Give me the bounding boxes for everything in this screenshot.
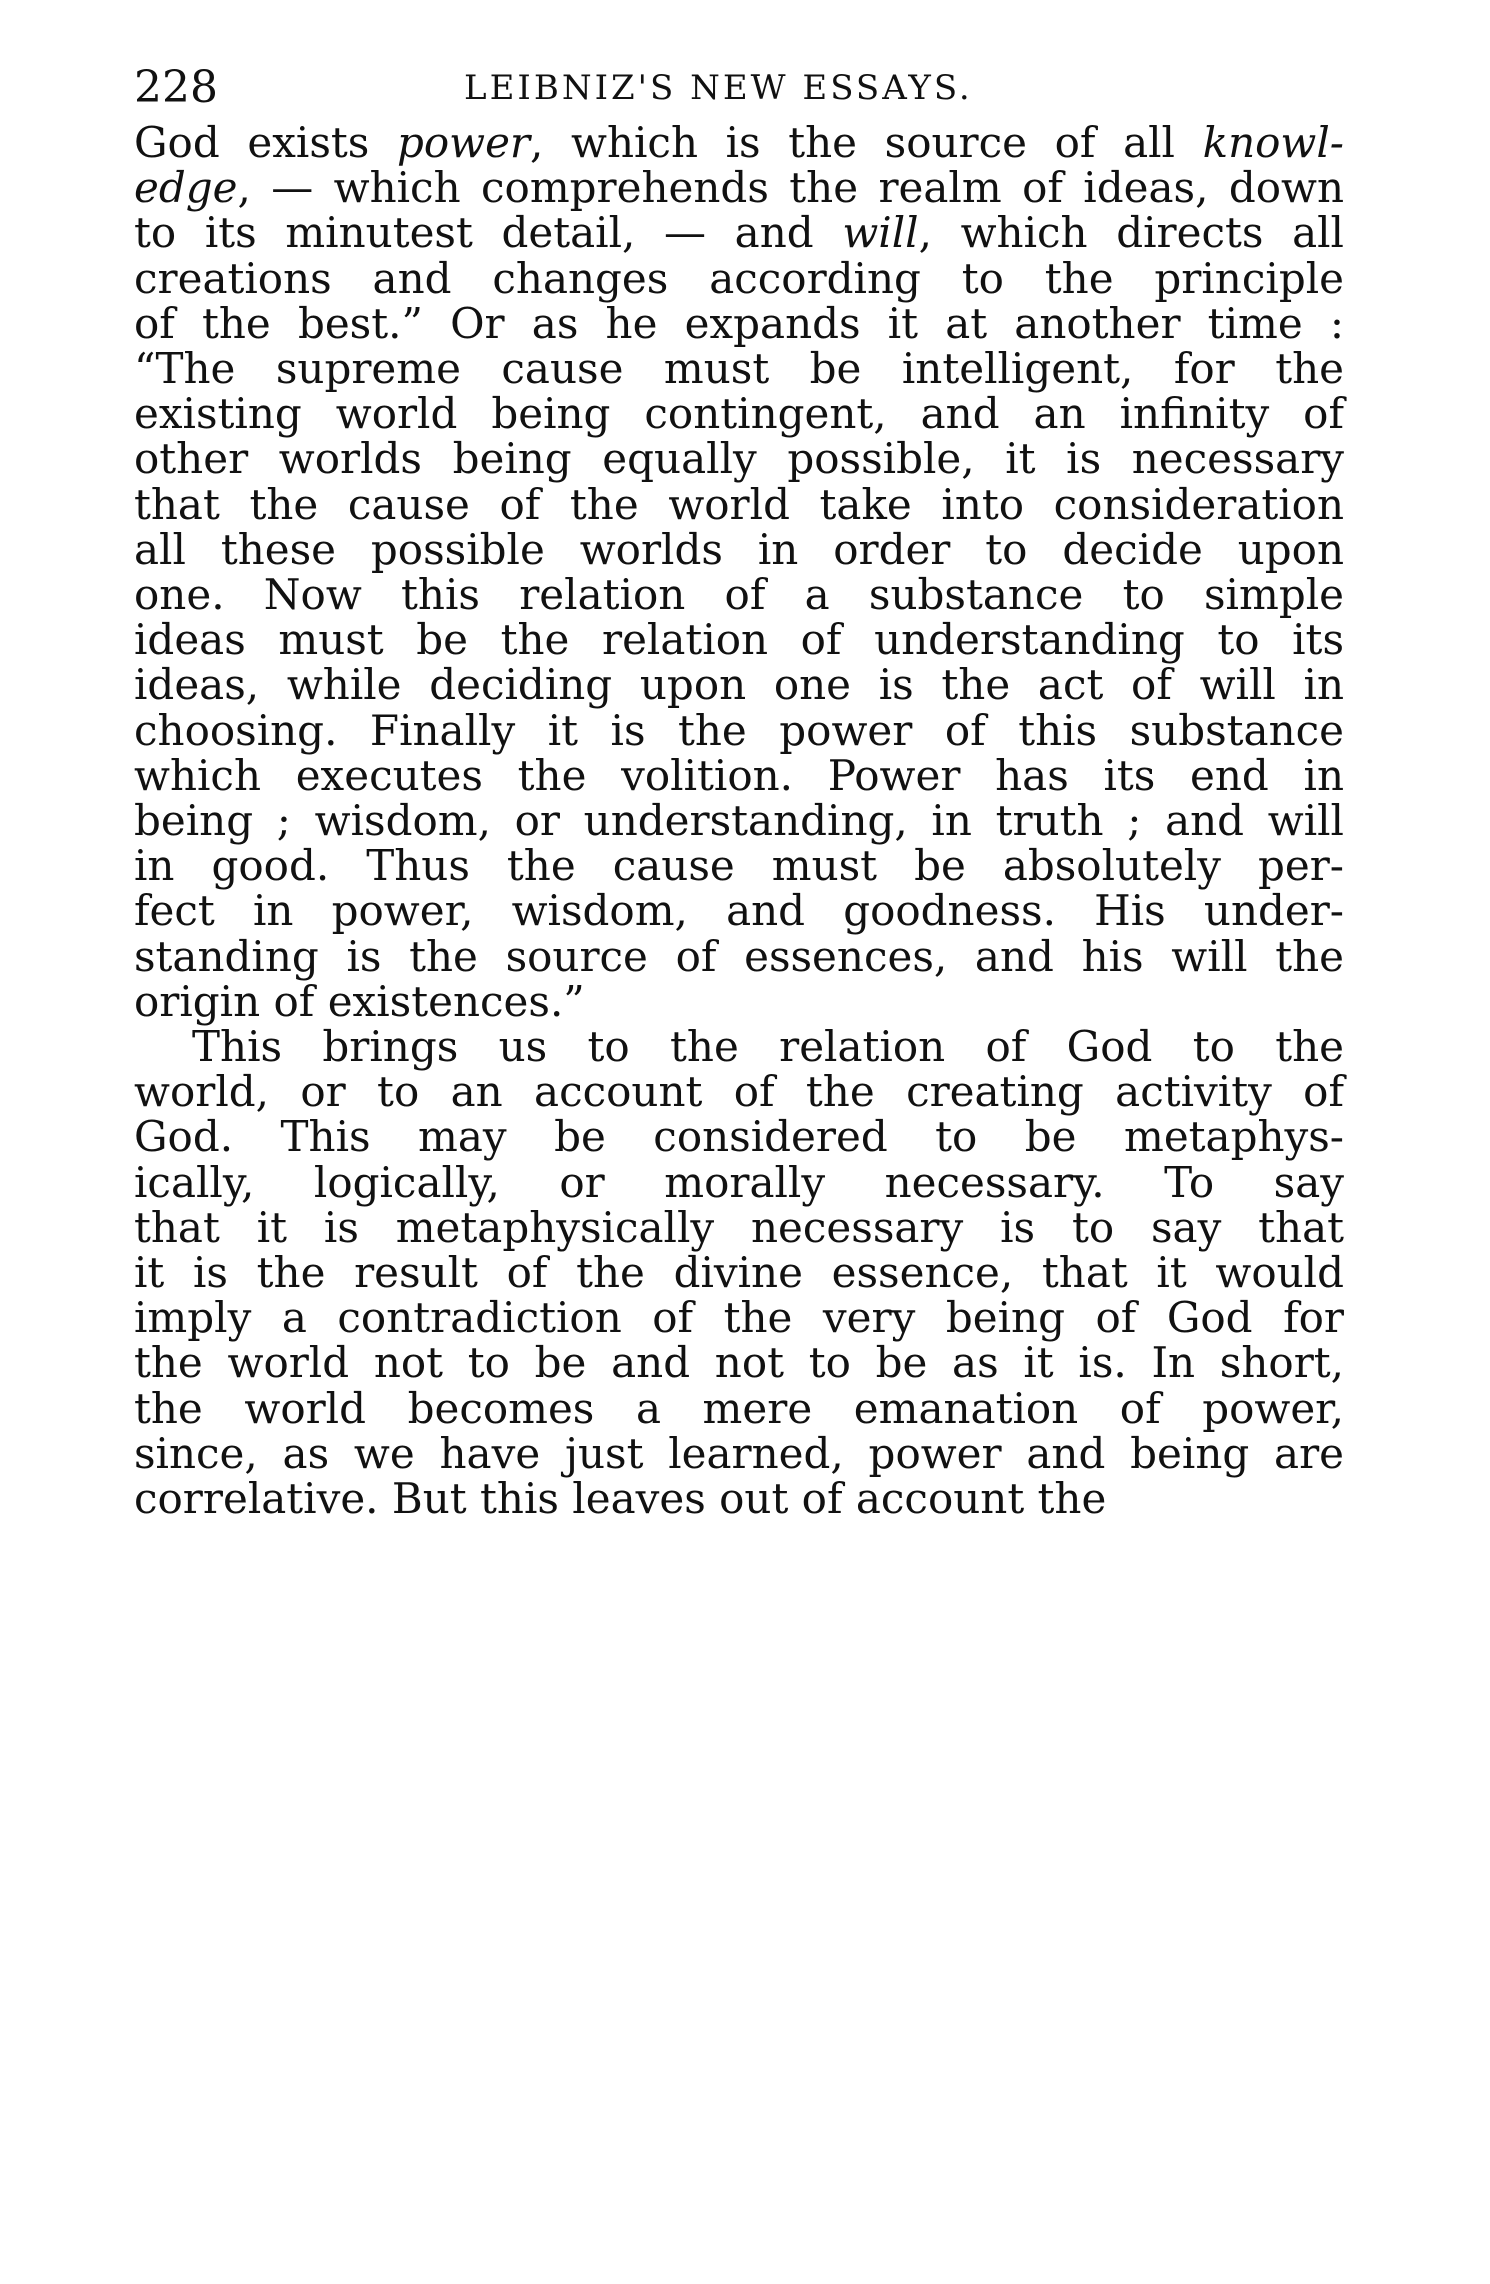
- text-segment: “The supreme cause must be intelligent, for the: [134, 344, 1344, 393]
- text-segment: that it is metaphysically necessary is to say that: [134, 1202, 1344, 1252]
- text-segment: choosing. Finally it is the power of this substance: [134, 705, 1344, 755]
- text-segment: ically, logically, or morally necessary. To say: [134, 1157, 1344, 1207]
- text-line: [134, 1466, 1344, 1532]
- running-head: LEIBNIZ'S NEW ESSAYS.: [464, 68, 973, 108]
- text-segment: world, or to an account of the creating activity of: [134, 1067, 1344, 1117]
- text-segment: to its minutest detail, — and: [134, 208, 843, 258]
- text-segment: standing is the source of essences, and his will the: [134, 931, 1344, 981]
- text-segment: that the cause of the world take into consideration: [134, 479, 1344, 529]
- text-segment: the world becomes a mere emanation of power,: [134, 1383, 1344, 1433]
- italic-text: power: [396, 118, 531, 167]
- text-segment: all these possible worlds in order to decide upon: [134, 524, 1344, 574]
- text-segment: ideas must be the relation of understanding to its: [134, 615, 1344, 665]
- text-segment: which executes the volition. Power has its end in: [134, 750, 1344, 800]
- text-segment: God. This may be considered to be metaphys-: [134, 1112, 1344, 1162]
- page-number: 228: [134, 62, 218, 113]
- italic-text: edge: [134, 163, 238, 213]
- text-segment: existing world being contingent, and an infinity of: [134, 389, 1344, 439]
- text-segment: it is the result of the divine essence, that it would: [134, 1248, 1344, 1297]
- text-segment: one. Now this relation of a substance to simple: [134, 570, 1344, 619]
- text-segment: This brings us to the relation of God to the: [192, 1022, 1344, 1071]
- text-segment: fect in power, wisdom, and goodness. His under-: [134, 886, 1344, 936]
- text-segment: ideas, while deciding upon one is the act of will in: [134, 660, 1344, 710]
- text-segment: being ; wisdom, or understanding, in truth ; and will: [134, 796, 1344, 845]
- text-segment: since, as we have just learned, power and being are: [134, 1428, 1344, 1478]
- text-segment: other worlds being equally possible, it is necessary: [134, 434, 1344, 484]
- text-segment: , — which comprehends the realm of ideas, down: [237, 163, 1344, 213]
- italic-text: will: [842, 208, 919, 258]
- italic-text: knowl-: [1202, 118, 1344, 167]
- text-segment: the world not to be and not to be as it is. In short,: [134, 1338, 1344, 1388]
- text-segment: origin of existences.”: [134, 976, 585, 1026]
- text-segment: of the best.” Or as he expands it at another time :: [134, 298, 1344, 348]
- text-segment: God exists: [134, 118, 397, 167]
- text-segment: in good. Thus the cause must be absolutely per-: [134, 841, 1344, 891]
- text-segment: , which directs all: [918, 208, 1344, 258]
- text-segment: correlative. But this leaves out of account the: [134, 1474, 1107, 1523]
- page-header: [134, 58, 1344, 118]
- text-segment: imply a contradiction of the very being of God for: [134, 1293, 1344, 1343]
- text-segment: , which is the source of all: [530, 118, 1203, 167]
- text-segment: creations and changes according to the principle: [134, 253, 1344, 303]
